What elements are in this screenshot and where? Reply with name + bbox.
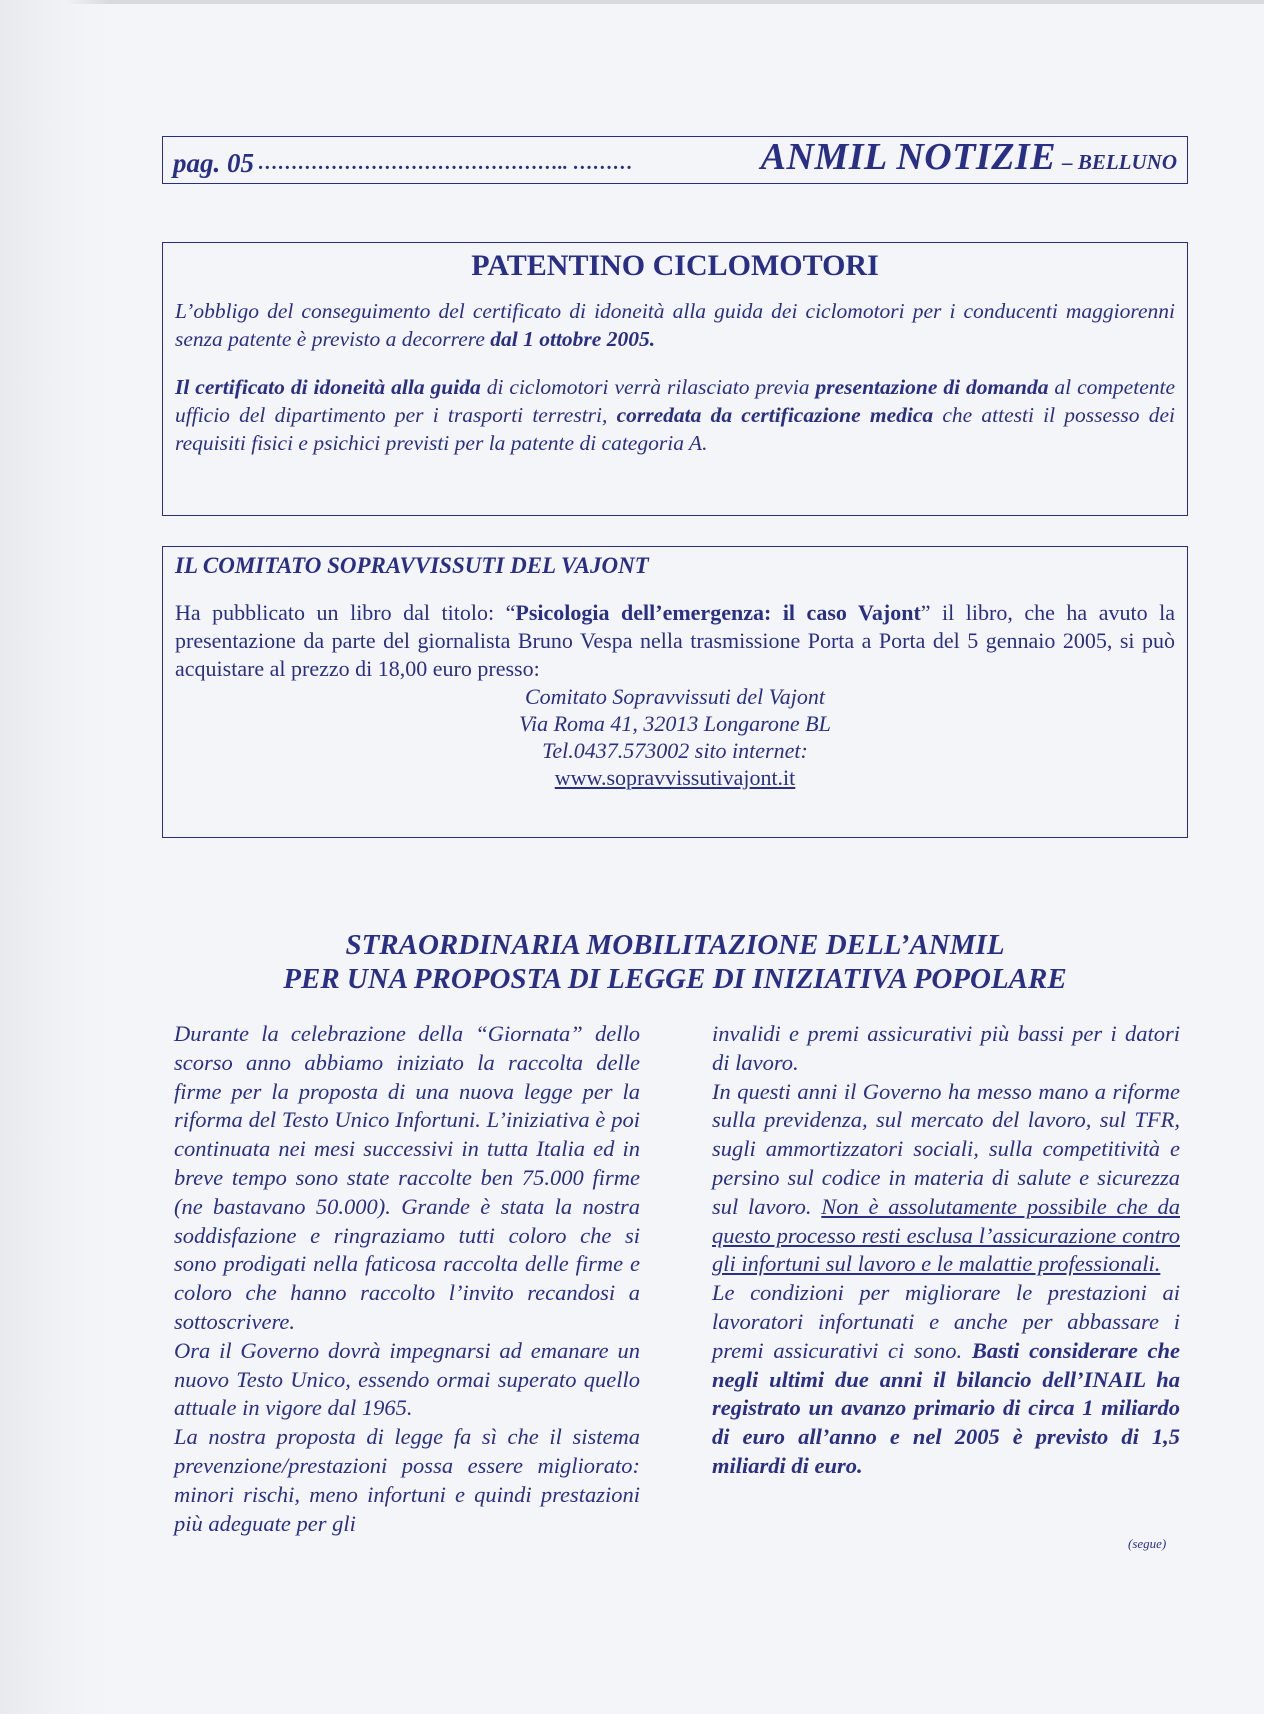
right-p3-text: Le condizioni per migliorare le prestazioni ai lavoratori infortunati e anche per abbassare i premi assicurativi ci sono.	[712, 1280, 1180, 1363]
right-paragraph-2	[712, 1078, 1180, 1280]
patentino-paragraph-2	[175, 373, 1175, 457]
patentino-box	[162, 242, 1188, 516]
continued-marker: (segue)	[1128, 1536, 1167, 1551]
book-title: Psicologia dell’emergenza: il caso Vajont	[515, 600, 921, 625]
left-paragraph-2: Ora il Governo dovrà impegnarsi ad emanare un nuovo Testo Unico, essendo ormai superato quello attuale in vigore dal 1965.	[174, 1337, 640, 1421]
patentino-p2-bold-1: Il certificato di idoneità alla guida	[175, 375, 481, 399]
newsletter-city: – BELLUNO	[1062, 150, 1177, 174]
address-line-1: Comitato Sopravvissuti del Vajont	[524, 684, 826, 709]
right-p2-text: In questi anni il Governo ha messo mano a riforme sulla previdenza, sul mercato del lavoro, sul TFR, sugli ammortizzatori sociali, sulla competitività e persino sul codice in materia di salute e sicurezza sul lavoro.	[712, 1078, 1180, 1219]
patentino-p1-date: dal 1 ottobre 2005.	[490, 327, 656, 351]
comitato-address	[175, 683, 1175, 791]
right-p2-underlined: Non è assolutamente possibile che da questo processo resti esclusa l’assicurazione contro gli infortuni sul lavoro e le malattie professionali.	[712, 1193, 1180, 1277]
comitato-text-1: Ha pubblicato un libro dal titolo: “	[175, 600, 516, 625]
patentino-p2-text-2: al competente ufficio del dipartimento per i trasporti terrestri,	[175, 375, 1176, 427]
comitato-text-2: ” il libro, che ha avuto la presentazione da parte del giornalista Bruno Vespa nella trasmissione Porta a Porta del 5 gennaio 2005, si può acquistare al prezzo di 18,00 euro presso:	[175, 600, 1175, 681]
article-column-right	[712, 1020, 1180, 1481]
article-column-left	[174, 1020, 640, 1538]
header-dots: ……………………………………….. ………	[258, 152, 633, 174]
left-paragraph-1: Durante la celebrazione della “Giornata” dello scorso anno abbiamo iniziato la raccolta delle firme per la proposta di una nuova legge per la riforma del Testo Unico Infortuni. L’iniziativa è poi continuata nei mesi successivi in tutta Italia ed in breve tempo sono state raccolte ben 75.000 firme (ne bastavano 50.000). Grande è stata la nostra soddisfazione e ringraziamo tutti coloro che si sono prodigati nella faticosa raccolta delle firme e coloro che hanno raccolto l’invito recandosi a sottoscrivere.	[174, 1021, 640, 1334]
patentino-p2-text-3: che attesti il possesso dei requisiti fisici e psichici previsti per la patente di categoria A.	[175, 403, 1175, 455]
comitato-paragraph	[175, 599, 1175, 683]
page-top-edge	[0, 0, 1264, 4]
patentino-paragraph-1	[175, 297, 1175, 353]
patentino-title: PATENTINO CICLOMOTORI	[471, 249, 879, 282]
right-paragraph-3	[712, 1279, 1180, 1481]
binding-shadow	[0, 0, 110, 1714]
page-header	[162, 136, 1188, 184]
comitato-title: IL COMITATO SOPRAVVISSUTI DEL VAJONT	[175, 553, 649, 578]
mobilitazione-title-line-2: PER UNA PROPOSTA DI LEGGE DI INIZIATIVA POPOLARE	[283, 963, 1067, 995]
address-line-2: Via Roma 41, 32013 Longarone BL	[519, 711, 831, 736]
mobilitazione-title-line-1: STRAORDINARIA MOBILITAZIONE DELL’ANMIL	[345, 929, 1005, 961]
patentino-p2-bold-3: corredata da certificazione medica	[616, 403, 934, 427]
website-link[interactable]: www.sopravvissutivajont.it	[554, 765, 796, 790]
right-p3-bold: Basti considerare che negli ultimi due anni il bilancio dell’INAIL ha registrato un avanzo primario di circa 1 miliardo di euro all’anno e nel 2005 è previsto di 1,5 miliardi di euro.	[712, 1337, 1180, 1478]
comitato-box	[162, 546, 1188, 838]
left-paragraph-3: La nostra proposta di legge fa sì che il sistema prevenzione/prestazioni possa essere migliorato: minori rischi, meno infortuni e quindi prestazioni più adeguate per gli	[174, 1424, 640, 1536]
patentino-p1-text: L’obbligo del conseguimento del certificato di idoneità alla guida dei ciclomotori per i conducenti maggiorenni senza patente è previsto a decorrere	[175, 299, 1175, 351]
address-line-3: Tel.0437.573002 sito internet:	[542, 738, 808, 763]
page-number: pag. 05	[173, 148, 254, 178]
right-paragraph-1: invalidi e premi assicurativi più bassi per i datori di lavoro.	[712, 1021, 1180, 1075]
mobilitazione-title	[162, 928, 1188, 996]
newsletter-title: ANMIL NOTIZIE	[760, 136, 1057, 178]
patentino-p2-text-1: di ciclomotori verrà rilasciato previa	[480, 375, 816, 399]
patentino-p2-bold-2: presentazione di domanda	[815, 375, 1049, 399]
